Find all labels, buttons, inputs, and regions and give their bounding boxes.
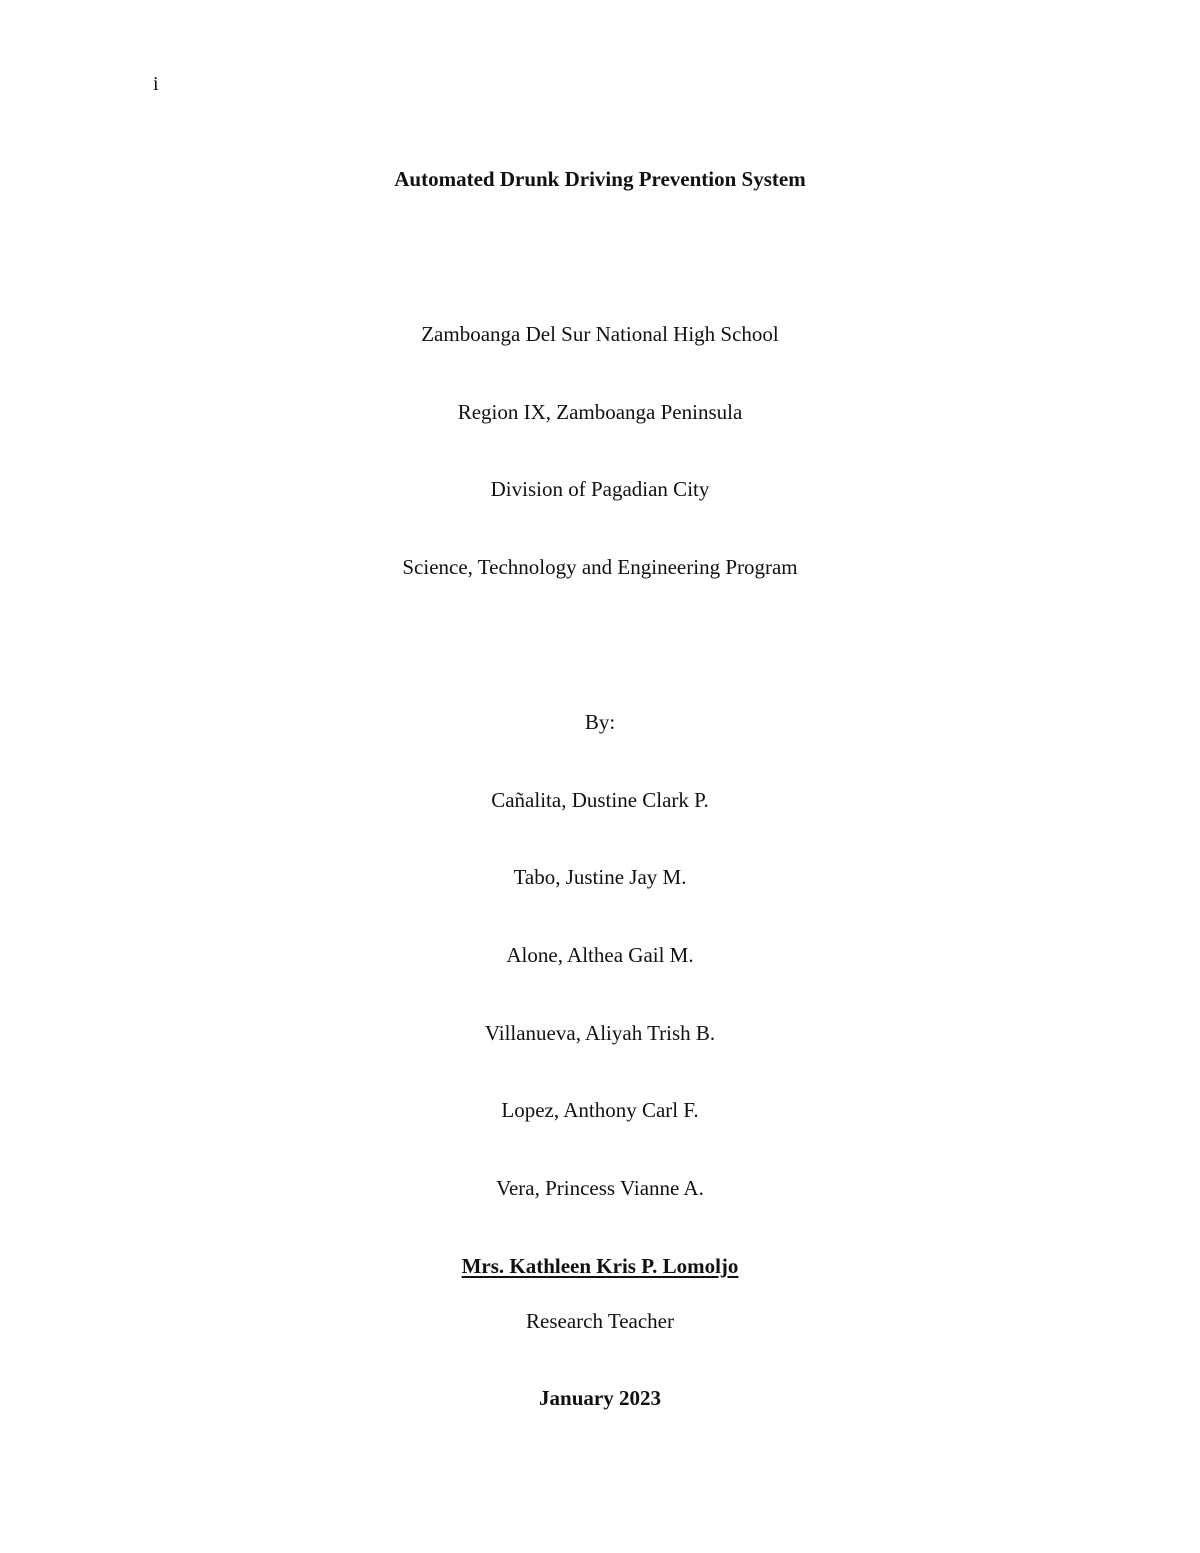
document-title: Automated Drunk Driving Prevention System [394,167,806,191]
division-line: Division of Pagadian City [490,477,710,501]
school-name: Zamboanga Del Sur National High School [421,322,779,346]
author-name: Vera, Princess Vianne A. [496,1176,704,1200]
adviser-name: Mrs. Kathleen Kris P. Lomoljo [461,1254,739,1278]
author-name: Tabo, Justine Jay M. [513,865,687,889]
authors-label: By: [584,710,616,734]
author-name: Alone, Althea Gail M. [506,943,694,967]
page-number: i [153,73,159,95]
author-name: Villanueva, Aliyah Trish B. [484,1021,716,1045]
program-line: Science, Technology and Engineering Program [402,555,798,579]
adviser-role: Research Teacher [526,1309,674,1333]
author-name: Lopez, Anthony Carl F. [501,1098,699,1122]
document-date: January 2023 [539,1386,661,1410]
author-name: Cañalita, Dustine Clark P. [491,788,709,812]
region-line: Region IX, Zamboanga Peninsula [457,400,743,424]
